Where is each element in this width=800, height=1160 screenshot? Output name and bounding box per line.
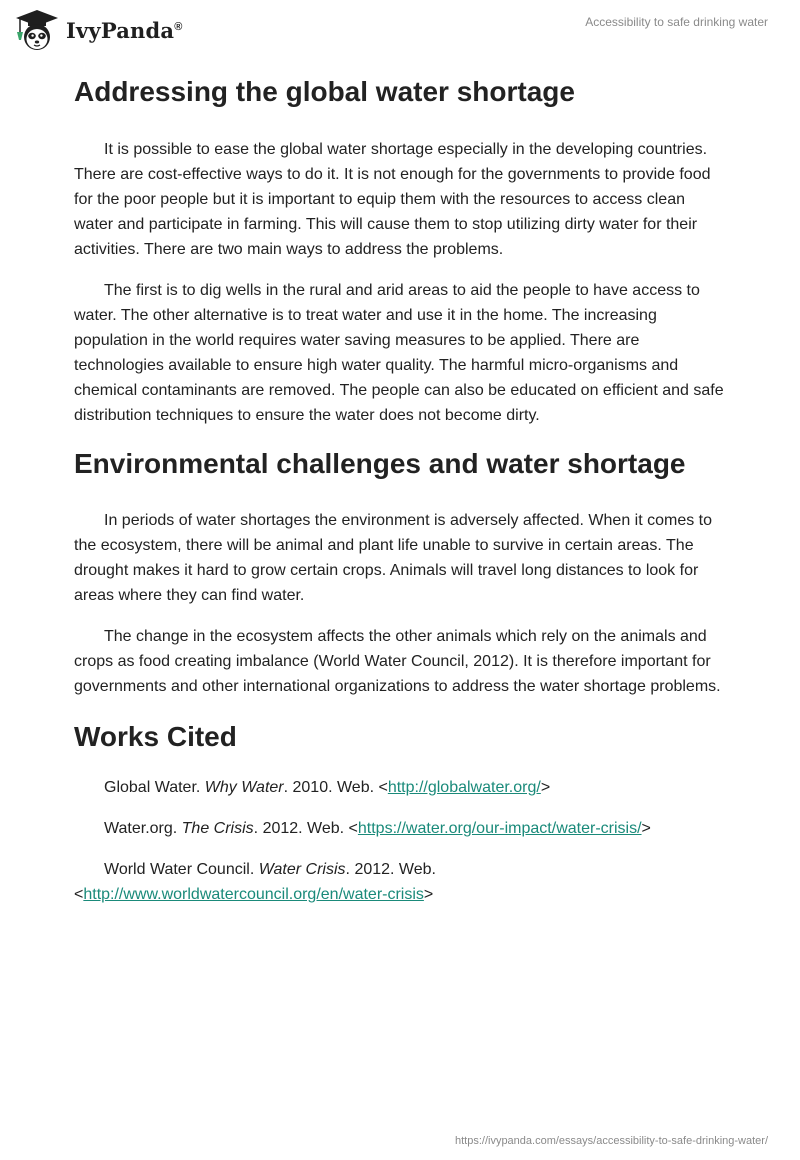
section-heading-environmental: Environmental challenges and water shortage (74, 448, 686, 479)
citation-details: . 2012. Web. < (74, 861, 436, 903)
document-title: Accessibility to safe drinking water (585, 15, 768, 29)
citation-author: Water.org. (104, 820, 182, 837)
registered-mark: ® (174, 20, 183, 33)
paragraph: The change in the ecosystem affects the other animals which rely on the animals and crops as food creating imbalance (World Water Council, 2012). It is therefore important for governments and other international organizations to address the water shortage problems. (74, 628, 721, 695)
works-cited-heading: Works Cited (74, 721, 237, 752)
citation-author: World Water Council. (104, 861, 259, 878)
citation-details: . 2010. Web. < (283, 779, 388, 796)
paragraph: In periods of water shortages the environment is adversely affected. When it comes to the ecosystem, there will be animal and plant life unable to survive in certain areas. The drought makes it hard to grow certain crops. Animals will travel long distances to look for areas where they can find water. (74, 512, 713, 604)
section-heading-addressing: Addressing the global water shortage (74, 76, 575, 107)
panda-logo-icon (14, 8, 60, 52)
citation-close: > (423, 886, 434, 903)
citation-author: Global Water. (104, 779, 205, 796)
citation-close: > (540, 779, 551, 796)
citation-details: . 2012. Web. < (253, 820, 358, 837)
citation-link[interactable]: http://www.worldwatercouncil.org/en/water-crisis (83, 886, 424, 903)
citation-title: Why Water (204, 779, 284, 796)
paragraph: It is possible to ease the global water shortage especially in the developing countries. There are cost-effective ways to do it. It is not enough for the governments to provide food for the poor people but it is important to equip them with the resources to access clean water and participate in farming. This will cause them to stop utilizing dirty water for their activities. There are two main ways to address the problems. (74, 141, 711, 258)
essay-content (74, 72, 724, 907)
citation-entry (74, 857, 724, 907)
citation-close: > (641, 820, 651, 837)
citation-entry (74, 816, 724, 841)
paragraph: The first is to dig wells in the rural and arid areas to aid the people to have access to water. The other alternative is to treat water and use it in the home. The increasing population in the world requires water saving measures to be applied. There are technologies available to ensure high water quality. The harmful micro-organisms and chemical contaminants are removed. The people can also be educated on efficient and safe distribution techniques to ensure the water does not become dirty. (74, 282, 724, 424)
citation-title: The Crisis (181, 820, 254, 837)
citation-entry (74, 775, 724, 800)
page-header (0, 0, 800, 62)
footer-source-url: https://ivypanda.com/essays/accessibility-to-safe-drinking-water/ (454, 1135, 768, 1147)
citation-link[interactable]: https://water.org/our-impact/water-crisis/ (357, 820, 642, 837)
brand-logo[interactable] (14, 8, 183, 52)
brand-name: IvyPanda® (66, 17, 183, 43)
citation-link[interactable]: http://globalwater.org/ (387, 779, 541, 796)
citation-title: Water Crisis (258, 861, 346, 878)
